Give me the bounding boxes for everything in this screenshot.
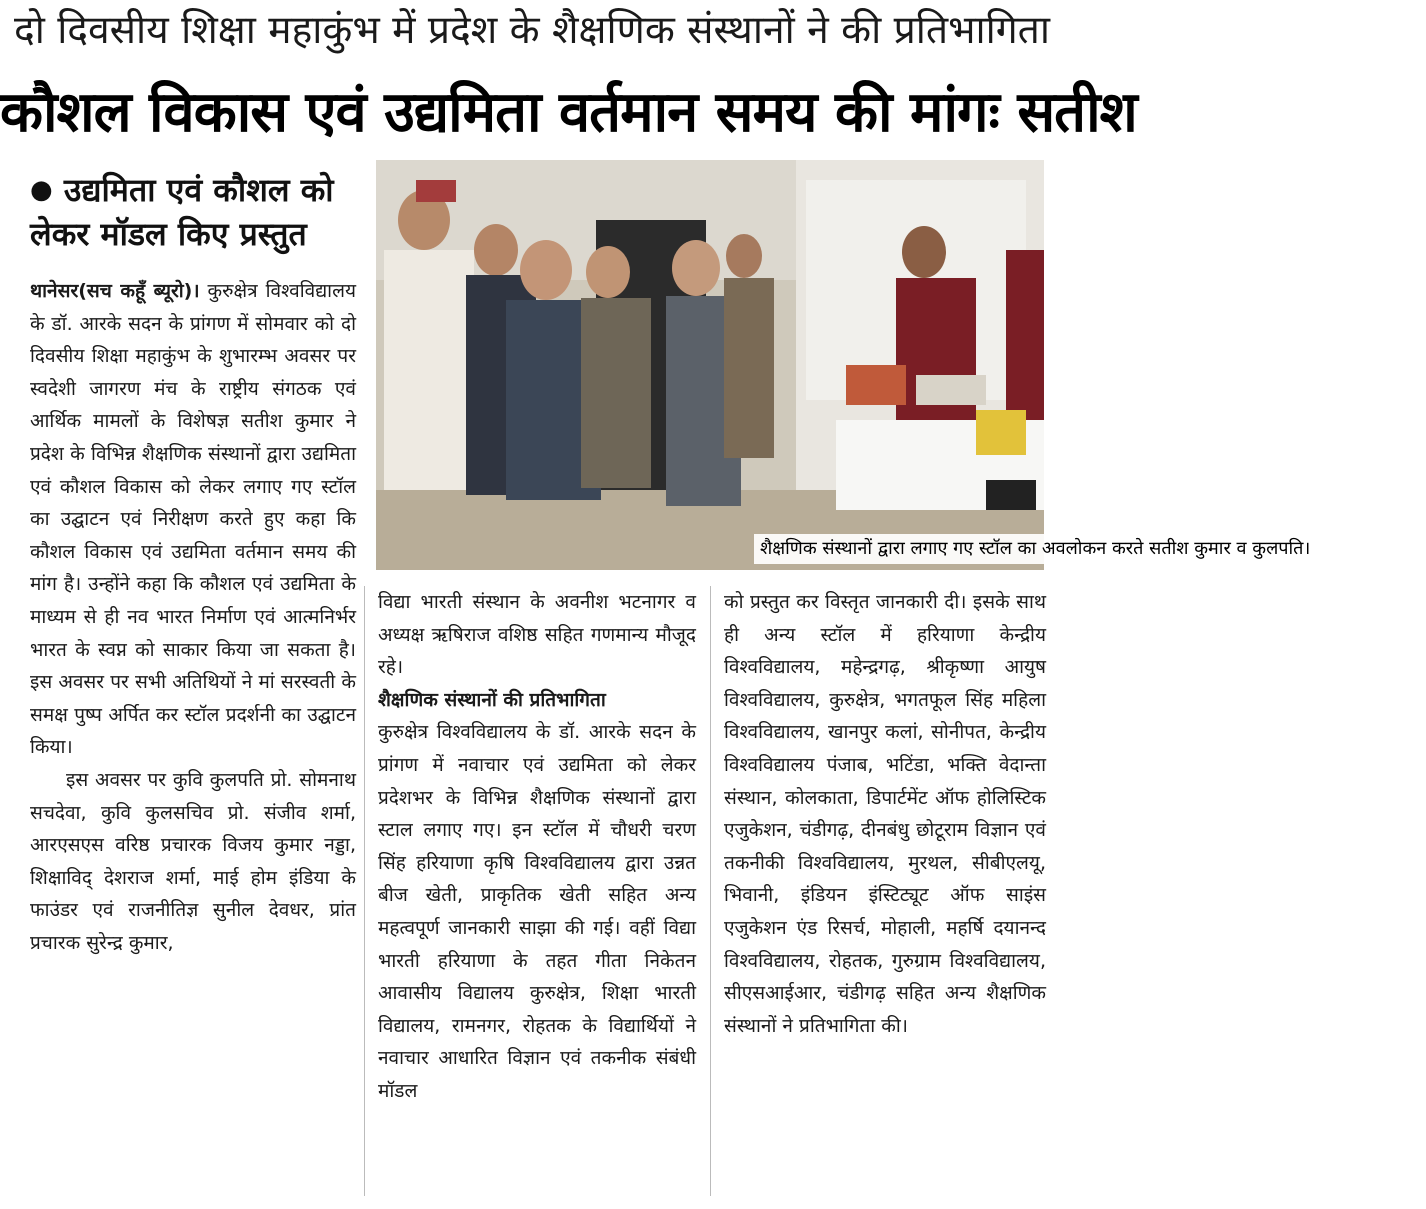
- article-column-2: [378, 586, 696, 1108]
- article-paragraph: कुरुक्षेत्र विश्वविद्यालय के डॉ. आरके सदन के प्रांगण में नवाचार एवं उद्यमिता को लेकर प्रदेशभर के विभिन्न शैक्षणिक संस्थानों द्वारा स्टाल लगाए गए। इन स्टॉल में चौधरी चरण सिंह हरियाणा कृषि विश्वविद्यालय द्वारा उन्नत बीज खेती, प्राकृतिक खेती सहित अन्य महत्वपूर्ण जानकारी साझा की गई। वहीं विद्या भारती हरियाणा के तहत गीता निकेतन आवासीय विद्यालय कुरुक्षेत्र, शिक्षा भारती विद्यालय, रामनगर, रोहतक के विद्यार्थियों ने नवाचार आधारित विज्ञान एवं तकनीक संबंधी मॉडल: [378, 721, 696, 1102]
- dateline: थानेसर(सच कहूँ ब्यूरो)।: [30, 280, 200, 302]
- article-column-1: [30, 275, 356, 959]
- section-heading: शैक्षणिक संस्थानों की प्रतिभागिता: [378, 688, 606, 711]
- subheadline: [30, 168, 360, 256]
- column-divider: [710, 586, 711, 1196]
- bullet-icon: ●: [30, 175, 53, 205]
- paragraph-text: कुरुक्षेत्र विश्वविद्यालय के डॉ. आरके सदन के प्रांगण में सोमवार को दो दिवसीय शिक्षा महाकुंभ के शुभारम्भ अवसर पर स्वदेशी जागरण मंच के राष्ट्रीय संगठक एवं आर्थिक मामलों के विशेषज्ञ सतीश कुमार ने प्रदेश के विभिन्न शैक्षणिक संस्थानों द्वारा उद्यमिता एवं कौशल विकास को लेकर लगाए गए स्टॉल का उद्घाटन एवं निरीक्षण करते हुए कहा कि कौशल विकास एवं उद्यमिता वर्तमान समय की मांग है। उन्होंने कहा कि कौशल एवं उद्यमिता के माध्यम से ही नव भारत निर्माण एवं आत्मनिर्भर भारत के स्वप्न को साकार किया जा सकता है। इस अवसर पर सभी अतिथियों ने मां सरस्वती के समक्ष पुष्प अर्पित कर स्टॉल प्रदर्शनी का उद्घाटन किया।: [30, 280, 356, 759]
- news-photo: [376, 160, 1311, 570]
- kicker-headline: दो दिवसीय शिक्षा महाकुंभ में प्रदेश के शैक्षणिक संस्थानों ने की प्रतिभागिता: [13, 8, 1051, 53]
- subheadline-text: उद्यमिता एवं कौशल को लेकर मॉडल किए प्रस्तुत: [30, 171, 334, 253]
- main-headline: कौशल विकास एवं उद्यमिता वर्तमान समय की मांगः सतीश: [0, 80, 1137, 145]
- article-paragraph: इस अवसर पर कुवि कुलपति प्रो. सोमनाथ सचदेवा, कुवि कुलसचिव प्रो. संजीव शर्मा, आरएसएस वरिष्ठ प्रचारक विजय कुमार नड्डा, शिक्षाविद् देशराज शर्मा, माई होम इंडिया के फाउंडर एवं राजनीतिज्ञ सुनील देवधर, प्रांत प्रचारक सुरेन्द्र कुमार,: [30, 768, 356, 954]
- photo-caption: शैक्षणिक संस्थानों द्वारा लगाए गए स्टॉल का अवलोकन करते सतीश कुमार व कुलपति।: [754, 534, 1426, 564]
- article-column-3: [724, 586, 1046, 1042]
- article-paragraph: को प्रस्तुत कर विस्तृत जानकारी दी। इसके साथ ही अन्य स्टॉल में हरियाणा केन्द्रीय विश्वविद्यालय, महेन्द्रगढ़, श्रीकृष्णा आयुष विश्वविद्यालय, कुरुक्षेत्र, भगतफूल सिंह महिला विश्वविद्यालय, खानपुर कलां, सोनीपत, केन्द्रीय विश्वविद्यालय पंजाब, भटिंडा, भक्ति वेदान्ता संस्थान, कोलकाता, डिपार्टमेंट ऑफ होलिस्टिक एजुकेशन, चंडीगढ़, दीनबंधु छोटूराम विज्ञान एवं तकनीकी विश्वविद्यालय, मुरथल, सीबीएलयू, भिवानी, इंडियन इंस्टिट्यूट ऑफ साइंस एजुकेशन एंड रिसर्च, मोहाली, महर्षि दयानन्द विश्वविद्यालय, रोहतक, गुरुग्राम विश्वविद्यालय, सीएसआईआर, चंडीगढ़ सहित अन्य शैक्षणिक संस्थानों ने प्रतिभागिता की।: [724, 591, 1046, 1037]
- news-photo-illustration: [376, 160, 1044, 570]
- column-divider: [364, 586, 365, 1196]
- article-paragraph: [30, 275, 356, 764]
- article-paragraph: विद्या भारती संस्थान के अवनीश भटनागर व अध्यक्ष ऋषिराज वशिष्ठ सहित गणमान्य मौजूद रहे।: [378, 591, 696, 679]
